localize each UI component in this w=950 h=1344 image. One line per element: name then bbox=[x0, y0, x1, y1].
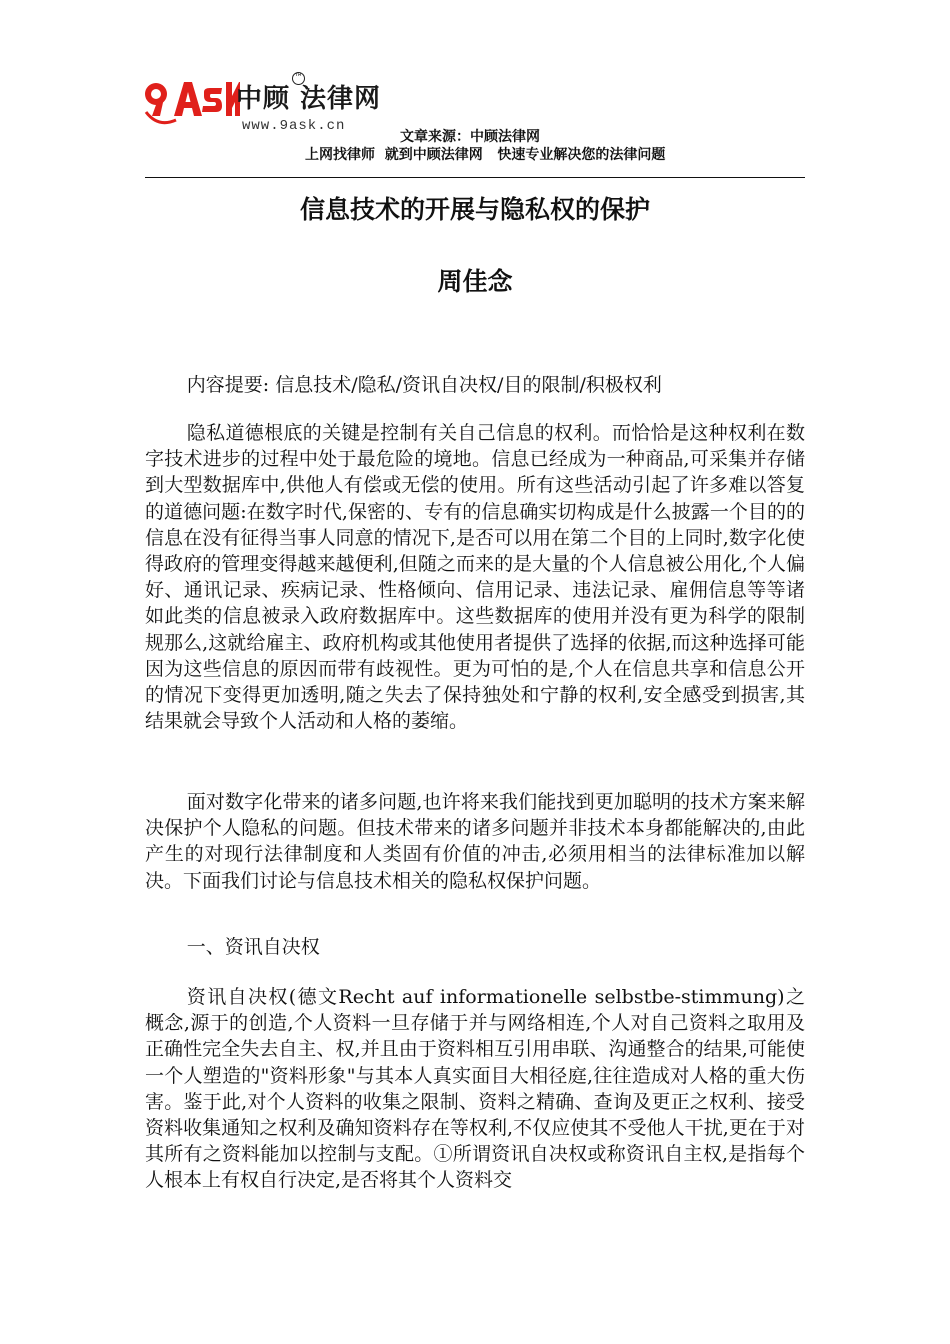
section-heading: 一、资讯自决权 bbox=[186, 936, 320, 958]
trademark-icon: ™ bbox=[294, 73, 303, 83]
article-summary-block bbox=[145, 372, 805, 398]
paragraph-2: 面对数字化带来的诸多问题,也许将来我们能找到更加聪明的技术方案来解决保护个人隐私的问题。但技术带来的诸多问题并非技术本身都能解决的,由此产生的对现行法律制度和人类固有价值的冲击,必须用相当的法律标准加以解决。下面我们讨论与信息技术相关的隐私权保护问题。 bbox=[145, 791, 805, 892]
site-logo[interactable] bbox=[140, 72, 400, 142]
paragraph-2-block bbox=[145, 789, 805, 894]
site-tagline: 上网找律师 就到中顾法律网 快速专业解决您的法律问题 bbox=[305, 147, 666, 163]
header-divider bbox=[145, 177, 805, 178]
paragraph-3: 资讯自决权(德文Recht auf informationelle selbstbe-stimmung)之概念,源于的创造,个人资料一旦存储于并与网络相连,个人对自己资料之取用及正确性完全失去自主、权,并且由于资料相互引用串联、沟通整合的结果,可能使一个人塑造的"资料形象"与其本人真实面目大相径庭,往往造成对人格的重大伤害。鉴于此,对个人资料的收集之限制、资料之精确、查询及更正之权利、接受资料收集通知之权利及确知资料存在等权利,不仅应使其不受他人干扰,更在于对其所有之资料能加以控制与支配。①所谓资讯自决权或称资讯自主权,是指每个人根本上有权自行决定,是否将其个人资料交 bbox=[145, 986, 805, 1192]
paragraph-1: 隐私道德根底的关键是控制有关自己信息的权利。而恰恰是这种权利在数字技术进步的过程中处于最危险的境地。信息已经成为一种商品,可采集并存储到大型数据库中,供他人有偿或无偿的使用。所有这些活动引起了许多难以答复的道德问题:在数字时代,保密的、专有的信息确实切构成是什么披露一个目的的信息在没有征得当事人同意的情况下,是否可以用在第二个目的上同时,数字化使得政府的管理变得越来越便利,但随之而来的是大量的个人信息被公用化,个人偏好、通讯记录、疾病记录、性格倾向、信用记录、违法记录、雇佣信息等等诸如此类的信息被录入政府数据库中。这些数据库的使用并没有更为科学的限制规那么,这就给雇主、政府机构或其他使用者提供了选择的依据,而这种选择可能因为这些信息的原因而带有歧视性。更为可怕的是,个人在信息共享和信息公开的情况下变得更加透明,随之失去了保持独处和宁静的权利,安全感受到损害,其结果就会导致个人活动和人格的萎缩。 bbox=[145, 422, 805, 733]
logo-brand-text: 中顾 法律网 bbox=[236, 84, 382, 114]
article-title: 信息技术的开展与隐私权的保护 bbox=[299, 195, 650, 224]
section-heading-block bbox=[145, 934, 805, 960]
logo-url-text: www.9ask.cn bbox=[242, 118, 346, 134]
article-author: 周佳念 bbox=[437, 267, 513, 296]
article-source: 文章来源：中顾法律网 bbox=[400, 129, 540, 145]
paragraph-1-block bbox=[145, 420, 805, 734]
article-summary: 内容提要: 信息技术/隐私/资讯自决权/目的限制/积极权利 bbox=[186, 374, 662, 396]
paragraph-3-block bbox=[145, 984, 805, 1194]
9ask-logo-mark bbox=[140, 72, 240, 132]
